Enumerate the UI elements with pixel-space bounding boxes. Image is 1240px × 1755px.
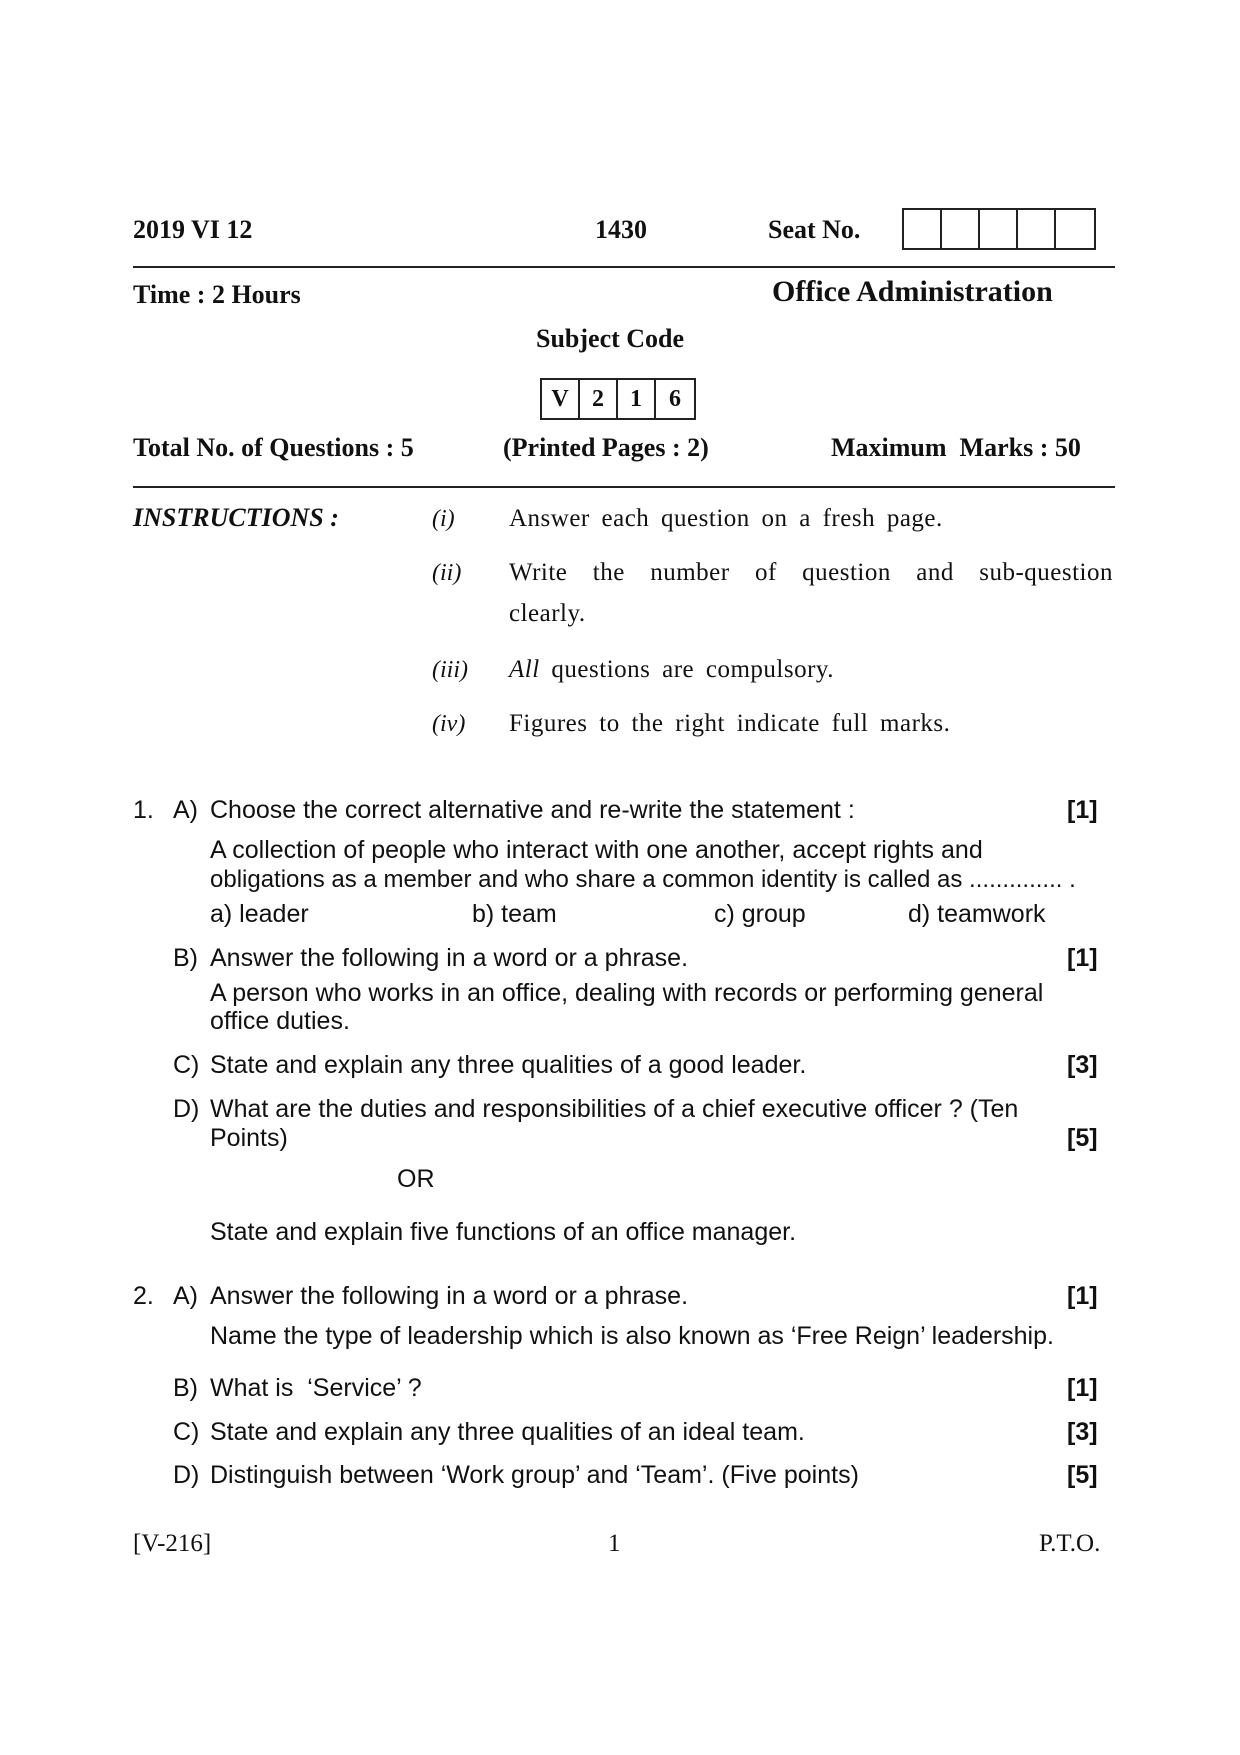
subquestion-label: A) (173, 796, 198, 824)
seat-cell[interactable] (904, 210, 942, 248)
subquestion-label: A) (173, 1282, 198, 1310)
marks-badge: [5] (1067, 1124, 1098, 1152)
instruction-text-continued: clearly. (509, 600, 586, 627)
marks-badge: [1] (1067, 944, 1098, 972)
subquestion-label: B) (173, 1374, 198, 1402)
option-b: b) team (472, 900, 557, 928)
time-allowed: Time : 2 Hours (133, 280, 301, 309)
marks-badge: [3] (1067, 1051, 1098, 1079)
subquestion-label: C) (173, 1418, 200, 1446)
question-text: What is ‘Service’ ? (210, 1374, 422, 1402)
footer-paper-code: [V-216] (133, 1530, 212, 1557)
total-questions: Total No. of Questions : 5 (133, 433, 414, 462)
question-text: State and explain any three qualities of an ideal team. (210, 1418, 805, 1446)
subquestion-label: D) (173, 1095, 200, 1123)
option-a: a) leader (210, 900, 309, 928)
question-number: 1. (133, 796, 154, 824)
subquestion-label: D) (173, 1461, 200, 1489)
instruction-text: Figures to the right indicate full marks. (509, 710, 951, 737)
marks-badge: [1] (1067, 796, 1098, 824)
seat-cell[interactable] (980, 210, 1018, 248)
paper-number: 1430 (595, 215, 647, 244)
page-number: 1 (608, 1530, 621, 1557)
option-d: d) teamwork (908, 900, 1046, 928)
instruction-text: Write the number of question and sub-question (509, 559, 1113, 586)
instructions-label: INSTRUCTIONS : (133, 503, 339, 532)
exam-code: 2019 VI 12 (133, 215, 253, 244)
code-char: 1 (618, 380, 656, 418)
question-body: obligations as a member and who share a common identity is called as .............. . (210, 866, 1076, 893)
question-body: A person who works in an office, dealing with records or performing general (210, 979, 1044, 1007)
question-text: What are the duties and responsibilities of a chief executive officer ? (Ten (210, 1095, 1019, 1123)
marks-badge: [1] (1067, 1282, 1098, 1310)
marks-badge: [3] (1067, 1418, 1098, 1446)
code-char: 6 (669, 385, 681, 412)
question-number: 2. (133, 1282, 154, 1310)
question-body: office duties. (210, 1007, 350, 1035)
question-text-continued: Points) (210, 1124, 288, 1152)
seat-number-boxes[interactable] (902, 208, 1096, 250)
question-text: Answer the following in a word or a phrase. (210, 944, 689, 972)
seat-cell[interactable] (942, 210, 980, 248)
marks-badge: [5] (1067, 1461, 1098, 1489)
question-text: Distinguish between ‘Work group’ and ‘Team’. (Five points) (210, 1461, 859, 1489)
or-separator: OR (397, 1165, 435, 1193)
instruction-number: (ii) (432, 560, 462, 586)
seat-label: Seat No. (768, 215, 861, 244)
question-body: Name the type of leadership which is also known as ‘Free Reign’ leadership. (210, 1322, 1054, 1350)
maximum-marks: Maximum Marks : 50 (831, 433, 1081, 462)
instruction-emphasis: All (509, 656, 540, 683)
question-text: State and explain any three qualities of a good leader. (210, 1051, 807, 1079)
subject-code-boxes (540, 378, 696, 420)
question-text: Choose the correct alternative and re-write the statement : (210, 796, 855, 824)
divider (133, 266, 1115, 268)
instruction-number: (iii) (432, 657, 468, 683)
instruction-text-rest: questions are compulsory. (539, 656, 835, 683)
please-turn-over: P.T.O. (1039, 1530, 1101, 1557)
code-char: 2 (580, 380, 618, 418)
subject-code-label: Subject Code (536, 324, 685, 353)
seat-cell[interactable] (1018, 210, 1056, 248)
marks-badge: [1] (1067, 1374, 1098, 1402)
question-body: A collection of people who interact with one another, accept rights and (210, 836, 983, 864)
question-text: Answer the following in a word or a phrase. (210, 1282, 689, 1310)
subquestion-label: B) (173, 944, 198, 972)
subject-title: Office Administration (772, 275, 1053, 308)
alternative-question: State and explain five functions of an office manager. (210, 1218, 797, 1246)
instruction-number: (iv) (432, 711, 466, 737)
divider (133, 486, 1115, 488)
printed-pages: (Printed Pages : 2) (503, 433, 709, 462)
instruction-text: Answer each question on a fresh page. (509, 505, 943, 532)
option-c: c) group (714, 900, 806, 928)
instruction-text (509, 656, 834, 684)
seat-cell[interactable] (1056, 210, 1094, 248)
subquestion-label: C) (173, 1051, 200, 1079)
code-char: V (542, 380, 580, 418)
instruction-number: (i) (432, 506, 455, 532)
